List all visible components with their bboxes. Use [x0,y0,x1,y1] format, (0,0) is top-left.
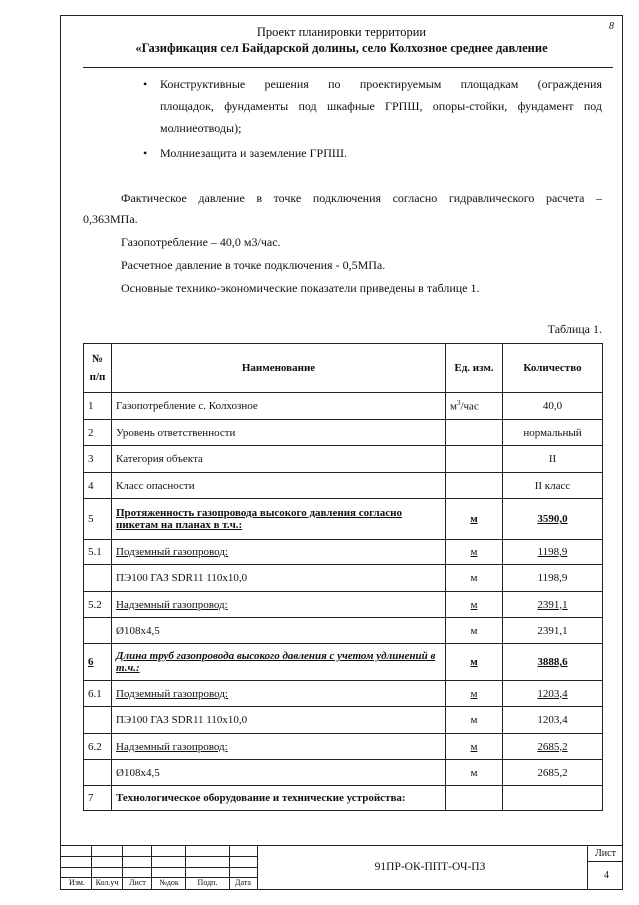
header-rule [83,67,613,68]
table-row [84,681,603,707]
table-row [84,499,603,540]
bullet-line: Конструктивные решения по проектируемым площадкам (ограждения [160,77,602,91]
header-num [84,344,112,393]
cell-name: Технологическое оборудование и технические устройства: [112,786,446,811]
cell-num: 3 [84,446,112,473]
stamp-label: Лист [129,878,146,887]
cell-name: ПЭ100 ГАЗ SDR11 110х10,0 [112,707,446,734]
unit-sup: 3 [456,399,461,408]
cell-qty [503,786,603,811]
cell-num: 7 [84,786,112,811]
cell-num [84,760,112,786]
stamp-grid-line [587,861,623,862]
document-code: 91ПР-ОК-ППТ-ОЧ-ПЗ [374,861,486,873]
header-name: Наименование [112,344,446,393]
bullet-item [160,73,602,139]
cell-name: Ø108х4,5 [112,760,446,786]
stamp-label: Изм. [69,878,85,887]
bullet-item [160,142,602,164]
table-row [84,565,603,592]
cell-num [84,707,112,734]
table-row [84,446,603,473]
stamp-grid-line [60,856,257,857]
bullet-line: площадок, фундаменты под шкафные ГРПШ, опоры-стойки, фундамент под [160,99,602,113]
cell-unit: м [446,734,503,760]
cell-unit: м [446,644,503,681]
bullet-line: молниеотводы); [160,121,242,135]
indicators-table [83,343,603,811]
cell-qty: 2685,2 [503,734,603,760]
stamp-grid-line [587,845,588,890]
cell-num: 2 [84,420,112,446]
cell-qty: 1198,9 [503,565,603,592]
cell-num: 5.2 [84,592,112,618]
table-row [84,618,603,644]
table-row [84,707,603,734]
cell-name: Ø108х4,5 [112,618,446,644]
stamp-label: Кол.уч [95,878,119,887]
cell-num: 5.1 [84,540,112,565]
table-row [84,786,603,811]
paragraph-consumption: Газопотребление – 40,0 м3/час. [121,235,281,249]
cell-qty: 2391,1 [503,618,603,644]
header-num-line: № [91,353,104,365]
table-caption: Таблица 1. [547,322,602,336]
page-number: 8 [609,21,614,32]
cell-name: Уровень ответственности [112,420,446,446]
cell-unit [446,786,503,811]
cell-unit [446,473,503,499]
stamp-top-rule [60,845,623,846]
cell-unit [446,446,503,473]
cell-num: 4 [84,473,112,499]
header-unit: Ед. изм. [446,344,503,393]
cell-unit: м [446,618,503,644]
bullet-icon: • [143,77,148,91]
table-row [84,760,603,786]
cell-qty: 2685,2 [503,760,603,786]
cell-name: Подземный газопровод: [112,681,446,707]
sheet-number: 4 [604,870,609,881]
cell-unit [446,393,503,420]
cell-qty: II [503,446,603,473]
cell-num [84,565,112,592]
cell-unit: м [446,540,503,565]
paragraph-table-ref: Основные технико-экономические показатели приведены в таблице 1. [121,281,480,295]
cell-qty: 1203,4 [503,707,603,734]
paragraph-design-pressure: Расчетное давление в точке подключения - 0,5МПа. [121,258,386,272]
cell-name: Газопотребление с. Колхозное [112,393,446,420]
cell-name: Подземный газопровод: [112,540,446,565]
cell-name: Надземный газопровод: [112,734,446,760]
unit-tail: /час [460,400,479,413]
table-row [84,592,603,618]
cell-name: ПЭ100 ГАЗ SDR11 110х10,0 [112,565,446,592]
cell-name: Класс опасности [112,473,446,499]
stamp-label: №док [159,878,179,887]
cell-qty: 3590,0 [503,499,603,540]
stamp-grid-line [60,867,257,868]
cell-qty: 3888,6 [503,644,603,681]
stamp-label: Дата [235,878,251,887]
table-row [84,420,603,446]
cell-unit: м [446,565,503,592]
cell-unit: м [446,681,503,707]
bullet-line: Молниезащита и заземление ГРПШ. [160,146,347,160]
cell-name: Категория объекта [112,446,446,473]
paragraph-pressure-cont: 0,363МПа. [83,212,138,226]
header-num-line: п/п [89,371,106,383]
cell-unit: м [446,760,503,786]
cell-unit: м [446,707,503,734]
cell-num: 1 [84,393,112,420]
cell-num: 6 [84,644,112,681]
table-row [84,540,603,565]
cell-num: 6.2 [84,734,112,760]
cell-name: Протяженность газопровода высокого давления согласно пикетам на планах в т.ч.: [112,499,446,540]
header-qty: Количество [503,344,603,393]
sheet-label: Лист [595,848,616,859]
stamp-label: Подп. [197,878,218,887]
stamp-grid-line [257,845,258,890]
paragraph-pressure: Фактическое давление в точке подключения согласно гидравлического расчета – [121,191,602,205]
table-row [84,734,603,760]
cell-unit [446,420,503,446]
cell-name: Длина труб газопровода высокого давления с учетом удлинений в т.ч.: [112,644,446,681]
table-row [84,644,603,681]
table-row [84,393,603,420]
cell-qty: 2391,1 [503,592,603,618]
bullet-icon: • [143,146,148,160]
cell-unit: м [446,499,503,540]
cell-unit: м [446,592,503,618]
cell-qty: нормальный [503,420,603,446]
cell-qty: 1203,4 [503,681,603,707]
cell-name: Надземный газопровод: [112,592,446,618]
header-subtitle: «Газификация сел Байдарской долины, село Колхозное среднее давление [135,41,548,55]
cell-qty: 40,0 [503,393,603,420]
cell-num: 5 [84,499,112,540]
table-row [84,473,603,499]
unit-base: м [450,400,457,413]
cell-qty: II класс [503,473,603,499]
cell-num [84,618,112,644]
cell-qty: 1198,9 [503,540,603,565]
header-title: Проект планировки территории [256,25,427,39]
cell-num: 6.1 [84,681,112,707]
